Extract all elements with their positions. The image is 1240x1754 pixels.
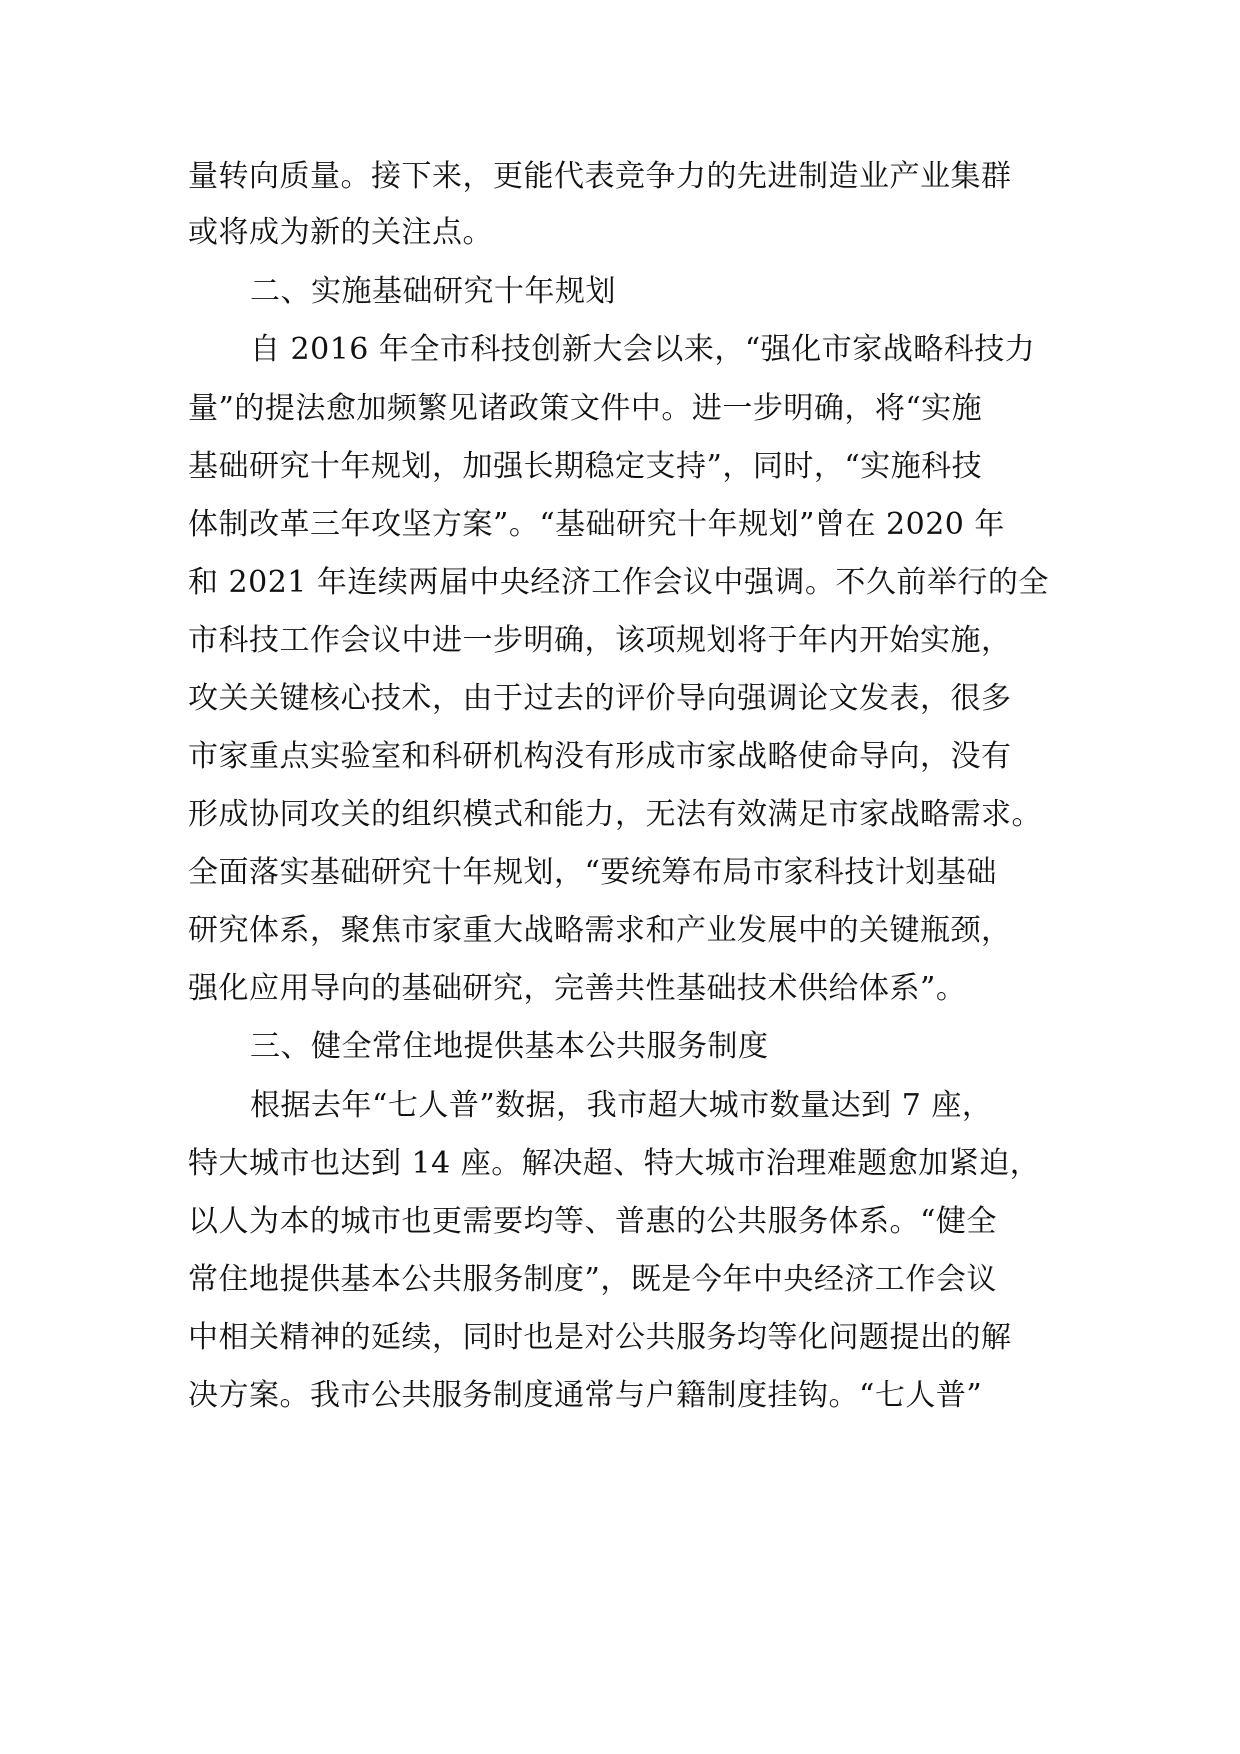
text-line: 根据去年“七人普”数据，我市超大城市数量达到 7 座， (250, 1088, 993, 1123)
text-line: 量转向质量。接下来，更能代表竞争力的先进制造业产业集群 (188, 159, 1012, 194)
text-line: 形成协同攻关的组织模式和能力，无法有效满足市家战略需求。 (188, 797, 1042, 832)
text-line: 全面落实基础研究十年规划，“要统筹布局市家科技计划基础 (188, 855, 997, 890)
text-line: 常住地提供基本公共服务制度”，既是今年中央经济工作会议 (188, 1262, 997, 1297)
text-line: 中相关精神的延续，同时也是对公共服务均等化问题提出的解 (188, 1320, 1012, 1355)
text-line: 攻关关键核心技术，由于过去的评价导向强调论文发表，很多 (188, 681, 1012, 716)
text-line: 特大城市也达到 14 座。解决超、特大城市治理难题愈加紧迫， (188, 1146, 1041, 1181)
text-line: 市科技工作会议中进一步明确，该项规划将于年内开始实施， (188, 623, 1012, 658)
text-line: 或将成为新的关注点。 (188, 215, 493, 250)
text-line: 强化应用导向的基础研究，完善共性基础技术供给体系”。 (188, 971, 967, 1006)
text-line: 以人为本的城市也更需要均等、普惠的公共服务体系。“健全 (188, 1204, 997, 1239)
text-line: 量”的提法愈加频繁见诸政策文件中。进一步明确，将“实施 (188, 391, 983, 426)
text-line: 和 2021 年连续两届中央经济工作会议中强调。不久前举行的全 (188, 565, 1049, 600)
text-line: 自 2016 年全市科技创新大会以来，“强化市家战略科技力 (250, 332, 1036, 367)
section-heading-2: 二、实施基础研究十年规划 (250, 274, 616, 309)
text-line: 决方案。我市公共服务制度通常与户籍制度挂钩。“七人普” (188, 1378, 983, 1413)
text-line: 基础研究十年规划，加强长期稳定支持”，同时，“实施科技 (188, 449, 983, 484)
text-line: 体制改革三年攻坚方案”。“基础研究十年规划”曾在 2020 年 (188, 507, 1005, 542)
text-line: 市家重点实验室和科研机构没有形成市家战略使命导向，没有 (188, 739, 1012, 774)
text-line: 研究体系，聚焦市家重大战略需求和产业发展中的关键瓶颈， (188, 913, 1012, 948)
section-heading-3: 三、健全常住地提供基本公共服务制度 (250, 1029, 769, 1064)
